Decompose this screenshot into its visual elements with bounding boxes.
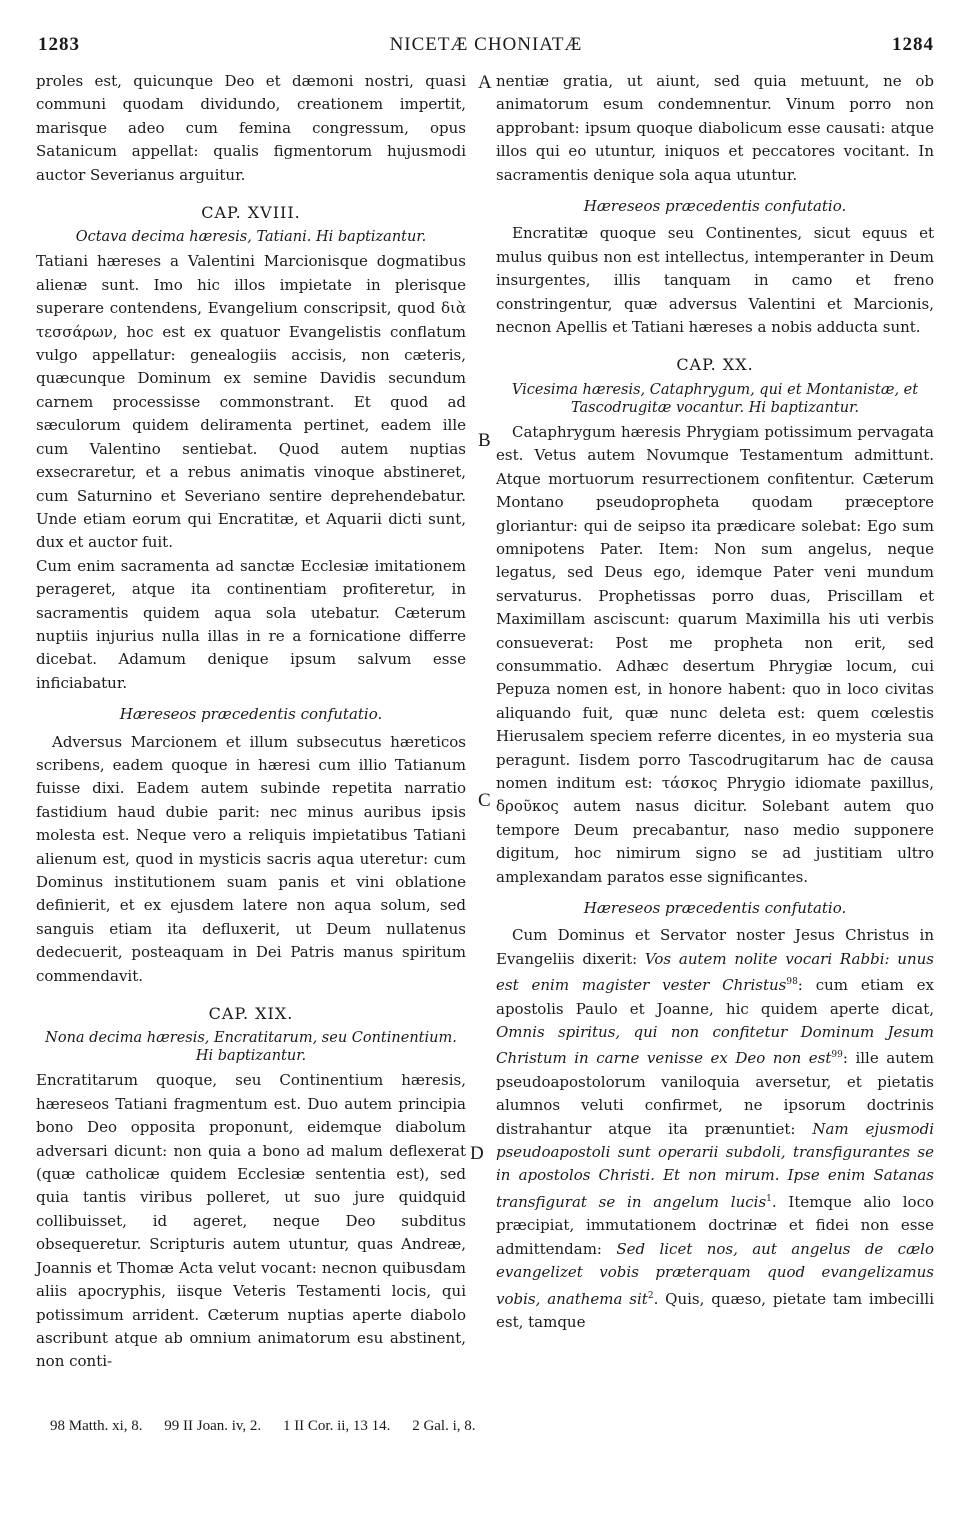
margin-marker-b: B	[478, 430, 491, 451]
chapter-subtitle: Vicesima hæresis, Cataphrygum, qui et Montanistæ, et Tascodrugitæ vocantur. Hi baptizantur.	[511, 381, 919, 416]
paragraph: Cum enim sacramenta ad sanctæ Ecclesiæ imitationem perageret, atque ita continentiam profiteretur, in sacramentis quidem aqua sola utebatur. Cæterum nuptiis injurius nulla illas in re a fornicatione differre dicebat. Adamum denique ipsum salvum esse inficiabatur.	[36, 556, 466, 692]
paragraph: Adversus Marcionem et illum subsecutus hæreticos scribens, eadem quoque in hæresi cum illio Tatianum fuisse dixi. Eadem autem subinde repetita narratio fastidium haud dubie parit: nec minus auribus ipsis molesta est. Neque vero a reliquis impietatibus Tatiani alienum est, quod in mysticis sacris aqua uteretur: cum Dominus institutionem suam panis et vini oblatione definierit, et ex ejusdem latere non aqua solum, sed sanguis etiam ita defluxerit, ut Deum nullatenus dedecuerit, posteaquam in Dei Patris manus spiritum commendavit.	[36, 732, 466, 985]
footnote-ref: 1	[766, 1193, 772, 1204]
scripture-quote: Vos autem nolite vocari Rabbi: unus est enim magister vester Christus	[496, 949, 934, 995]
confutatio-heading: Hæreseos præcedentis confutatio.	[583, 197, 847, 216]
chapter-subtitle: Octava decima hæresis, Tatiani. Hi baptizantur.	[75, 229, 427, 246]
confutatio-heading: Hæreseos præcedentis confutatio.	[119, 705, 383, 724]
paragraph: Encratitarum quoque, seu Continentium hæresis, hæreseos Tatiani fragmentum est. Duo autem principia bono Deo opposita proponunt, eidemque diabolum adversari dicunt: non quia a bono ad malum deflexerat (quæ catholicæ quidem Ecclesiæ sententia est), sed quia tantis viribus polleret, ut suo jure quidquid collibuisset, id ageret, neque Deo subditus obsequeretur. Scripturis autem utuntur, quas Andreæ, Joannis et Thomæ Acta velut vocant: necnon quibusdam aliis apocryphis, iisque Veteris Testamenti locis, qui potissimum arrident. Cæterum nuptias aperte diabolo ascribunt atque ab omnium animatorum esu abstinent, non conti-	[36, 1071, 466, 1371]
chapter-heading: CAP. XX.	[676, 355, 754, 375]
paragraph: nentiæ gratia, ut aiunt, sed quia metuunt, ne ob animatorum esum condemnentur. Vinum porro non approbant: ipsum quoque diabolicum esse causati: atque illos qui eo utuntur, iniquos et peccatores vocitant. In sacramentis denique sola aqua utuntur.	[496, 72, 934, 184]
footnotes	[50, 1418, 930, 1435]
paragraph: proles est, quicunque Deo et dæmoni nostri, quasi communi quodam dividundo, creationem impertit, marisque adeo cum femina congressum, opus Satanicum appellat: qualis figmentorum hujusmodi auctor Severianus arguitur.	[36, 72, 466, 184]
page-number-left: 1283	[38, 34, 80, 55]
margin-marker-c: C	[478, 790, 491, 811]
scripture-quote: Omnis spiritus, qui non confitetur Dominum Jesum Christum in carne venisse ex Deo non est	[496, 1023, 934, 1068]
footnote: 98 Matth. xi, 8.	[50, 1418, 143, 1434]
running-header	[38, 34, 934, 60]
chapter-heading: CAP. XVIII.	[201, 203, 301, 223]
footnote-ref: 99	[831, 1050, 843, 1061]
text-run: . Itemque alio loco præcipiat, immutationem doctrinæ et fidei non esse admittendam:	[496, 1192, 934, 1258]
chapter-subtitle: Nona decima hæresis, Encratitarum, seu Continentium. Hi baptizantur.	[45, 1030, 457, 1065]
text-run: : cum etiam ex apostolis Paulo et Joanne, hic quidem aperte dicat,	[496, 976, 934, 1018]
confutatio-heading: Hæreseos præcedentis confutatio.	[583, 899, 847, 917]
paragraph: Tatiani hæreses a Valentini Marcionisque dogmatibus alienæ sunt. Imo hic illos impietate in plerisque superare contendens, Evangelium conscripsit, quod διὰ τεσσάρων, hoc est ex quatuor Evangelistis conflatum vulgo appellatur: genealogiis accisis, non cæteris, quæcunque Dominum ex semine Davidis secundum carnem processisse commonstrant. Et quod ad sæculorum quidem deliramenta pertinet, eadem ille cum Valentino sentiebat. Quod autem nuptias exsecraretur, et a rebus animatis vinoque abstineret, cum Saturnino et Severiano sentire deprehendebatur. Unde etiam eorum qui Encratitæ, et Aquarii dicti sunt, dux et auctor fuit.	[36, 252, 466, 552]
running-title: NICETÆ CHONIATÆ	[389, 34, 583, 55]
footnote: 2 Gal. i, 8.	[412, 1418, 476, 1434]
scripture-quote: Nam ejusmodi pseudoapostoli sunt operarii subdoli, transfigurantes se in apostolos Christi. Et non mirum. Ipse enim Satanas transfigurat se in angelum lucis	[496, 1119, 934, 1211]
footnote-ref: 98	[786, 977, 798, 988]
right-column	[496, 70, 934, 1334]
left-column	[36, 70, 466, 1374]
footnote: 1 II Cor. ii, 13 14.	[282, 1418, 391, 1434]
footnote-ref: 2	[647, 1290, 654, 1301]
text-run: Cum Dominus et Servator noster Jesus Christus in Evangeliis dixerit:	[496, 926, 934, 968]
paragraph	[496, 924, 934, 1334]
chapter-heading: CAP. XIX.	[208, 1004, 294, 1024]
page-number-right: 1284	[892, 34, 934, 55]
paragraph: Encratitæ quoque seu Continentes, sicut equus et mulus quibus non est intellectus, intemperanter in Deum insurgentes, illis tanquam in camo et freno constringentur, quæ adversus Valentini et Marcionis, necnon Apellis et Tatiani hæreses a nobis adducta sunt.	[496, 224, 934, 337]
text-run: . Quis, quæso, pietate tam imbecilli est, tamque	[496, 1289, 934, 1331]
margin-marker-d: D	[470, 1143, 484, 1164]
footnote: 99 II Joan. iv, 2.	[164, 1418, 262, 1434]
text-run: : ille autem pseudoapostolorum vaniloquia aversetur, et pietatis alumnos veluti confirmet, ne ipsorum doctrinis distrahantur atque ita prænuntiet:	[496, 1049, 934, 1138]
margin-marker-a: A	[478, 72, 492, 93]
scripture-quote: Sed licet nos, aut angelus de cælo evangelizet vobis præterquam quod evangelizamus vobis, anathema sit	[496, 1239, 934, 1308]
paragraph: Cataphrygum hæresis Phrygiam potissimum pervagata est. Vetus autem Novumque Testamentum admittunt. Atque mortuorum resurrectionem confitentur. Cæterum Montano pseudopropheta quodam præceptore gloriantur: qui de seipso ita prædicare solebat: Ego sum omnipotens Pater. Item: Non sum angelus, neque legatus, sed Deus ego, idemque Pater veni mundum servaturus. Prophetissas porro duas, Priscillam et Maximillam asciscunt: quarum Maximilla his uti verbis consueverat: Post me propheta non erit, sed consummatio. Adhæc desertum Phrygiæ locum, cui Pepuza nomen est, in honore habent: quo in loco civitas aliquando fuit, quæ nunc deleta est: quem cœlestis Hierusalem speciem referre dicentes, in eo mysteria sua peragunt. Iisdem porro Tascodrugitarum hac de causa nomen inditum est: τάσκος Phrygio idiomate paxillus, δροῦκος autem nasus dicitur. Solebant autem quo tempore Deum precabantur, naso medio supponere digitum, hoc nimirum signo se ad justitiam ultro amplexandam paratos esse significantes.	[496, 422, 934, 886]
